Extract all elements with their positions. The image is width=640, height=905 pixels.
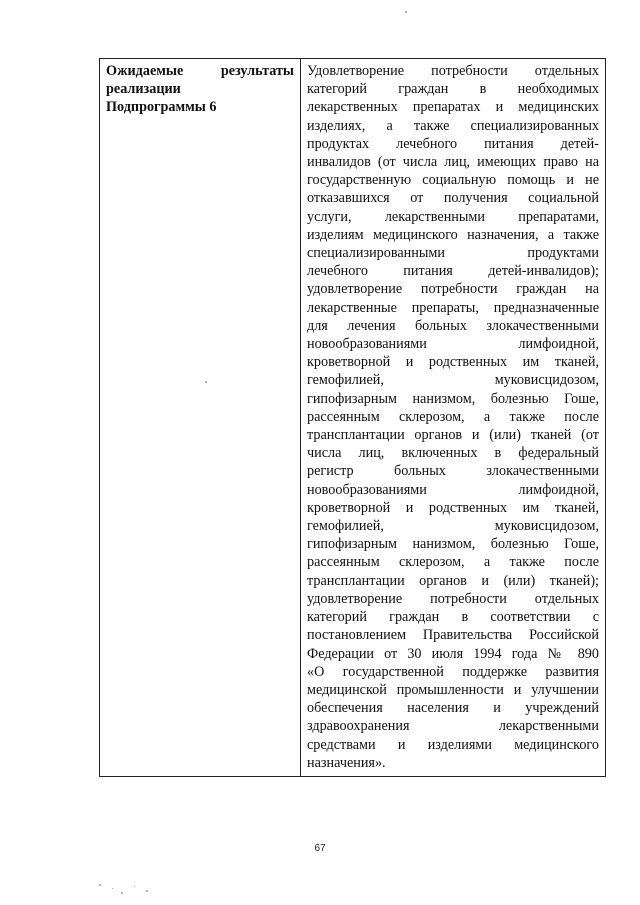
content-line: гемофилией, муковисцидозом, <box>307 372 599 389</box>
content-line: для лечения больных злокачественными <box>307 317 599 334</box>
table-row <box>100 59 606 777</box>
page-number: 67 <box>314 843 326 854</box>
content-line: постановлением Правительства Российской <box>307 627 599 644</box>
scan-speck <box>134 886 135 887</box>
content-line: новообразованиями лимфоидной, <box>307 336 599 353</box>
label-line: Ожидаемые результаты <box>106 63 294 79</box>
content-line: изделиях, а также специализированных <box>307 117 599 134</box>
content-line: числа лиц, включенных в федеральный <box>307 445 599 462</box>
content-line: лечебного питания детей-инвалидов); <box>307 263 599 280</box>
scan-speck <box>121 892 123 894</box>
content-line: трансплантации органов и (или) тканей); <box>307 572 599 589</box>
label-line: реализации <box>106 81 181 98</box>
content-line: изделиям медицинского назначения, а также <box>307 226 599 243</box>
row-content-cell <box>301 59 606 777</box>
content-line: здравоохранения лекарственными <box>307 718 599 735</box>
content-line: средствами и изделиями медицинского <box>307 736 599 753</box>
content-line: гемофилией, муковисцидозом, <box>307 518 599 535</box>
row-label-cell <box>100 59 301 777</box>
scan-speck <box>112 888 113 889</box>
content-line: услуги, лекарственными препаратами, <box>307 208 599 225</box>
content-line: трансплантации органов и (или) тканей (от <box>307 427 599 444</box>
content-line: гипофизарным нанизмом, болезнью Гоше, <box>307 390 599 407</box>
content-line: обеспечения населения и учреждений <box>307 700 599 717</box>
scan-speck <box>405 11 407 13</box>
content-line: специализированными продуктами <box>307 245 599 262</box>
content-line: регистр больных злокачественными <box>307 463 599 480</box>
content-line: рассеянным склерозом, а также после <box>307 408 599 425</box>
scan-speck <box>99 884 101 886</box>
content-line: «О государственной поддержке развития <box>307 663 599 680</box>
content-line: инвалидов (от числа лиц, имеющих право на <box>307 154 599 171</box>
results-table <box>99 58 606 777</box>
content-line: Удовлетворение потребности отдельных <box>307 63 599 79</box>
content-line: кроветворной и родственных им тканей, <box>307 354 599 371</box>
content-line: кроветворной и родственных им тканей, <box>307 499 599 516</box>
content-line: гипофизарным нанизмом, болезнью Гоше, <box>307 536 599 553</box>
content-line: государственную социальную помощь и не <box>307 172 599 189</box>
content-line: медицинской промышленности и улучшении <box>307 681 599 698</box>
content-line: лекарственные препараты, предназначенные <box>307 299 599 316</box>
scan-speck <box>146 890 148 892</box>
content-line: удовлетворение потребности граждан на <box>307 281 599 298</box>
content-line: продуктах лечебного питания детей- <box>307 135 599 152</box>
content-line: отказавшихся от получения социальной <box>307 190 599 207</box>
content-line: удовлетворение потребности отдельных <box>307 590 599 607</box>
content-line: новообразованиями лимфоидной, <box>307 481 599 498</box>
content-line: Федерации от 30 июля 1994 года № 890 <box>307 645 599 662</box>
content-line: рассеянным склерозом, а также после <box>307 554 599 571</box>
content-line: лекарственных препаратах и медицинских <box>307 99 599 116</box>
content-line: назначения». <box>307 754 386 771</box>
label-line: Подпрограммы 6 <box>106 99 217 116</box>
content-line: категорий граждан в соответствии с <box>307 609 599 626</box>
content-line: категорий граждан в необходимых <box>307 81 599 98</box>
